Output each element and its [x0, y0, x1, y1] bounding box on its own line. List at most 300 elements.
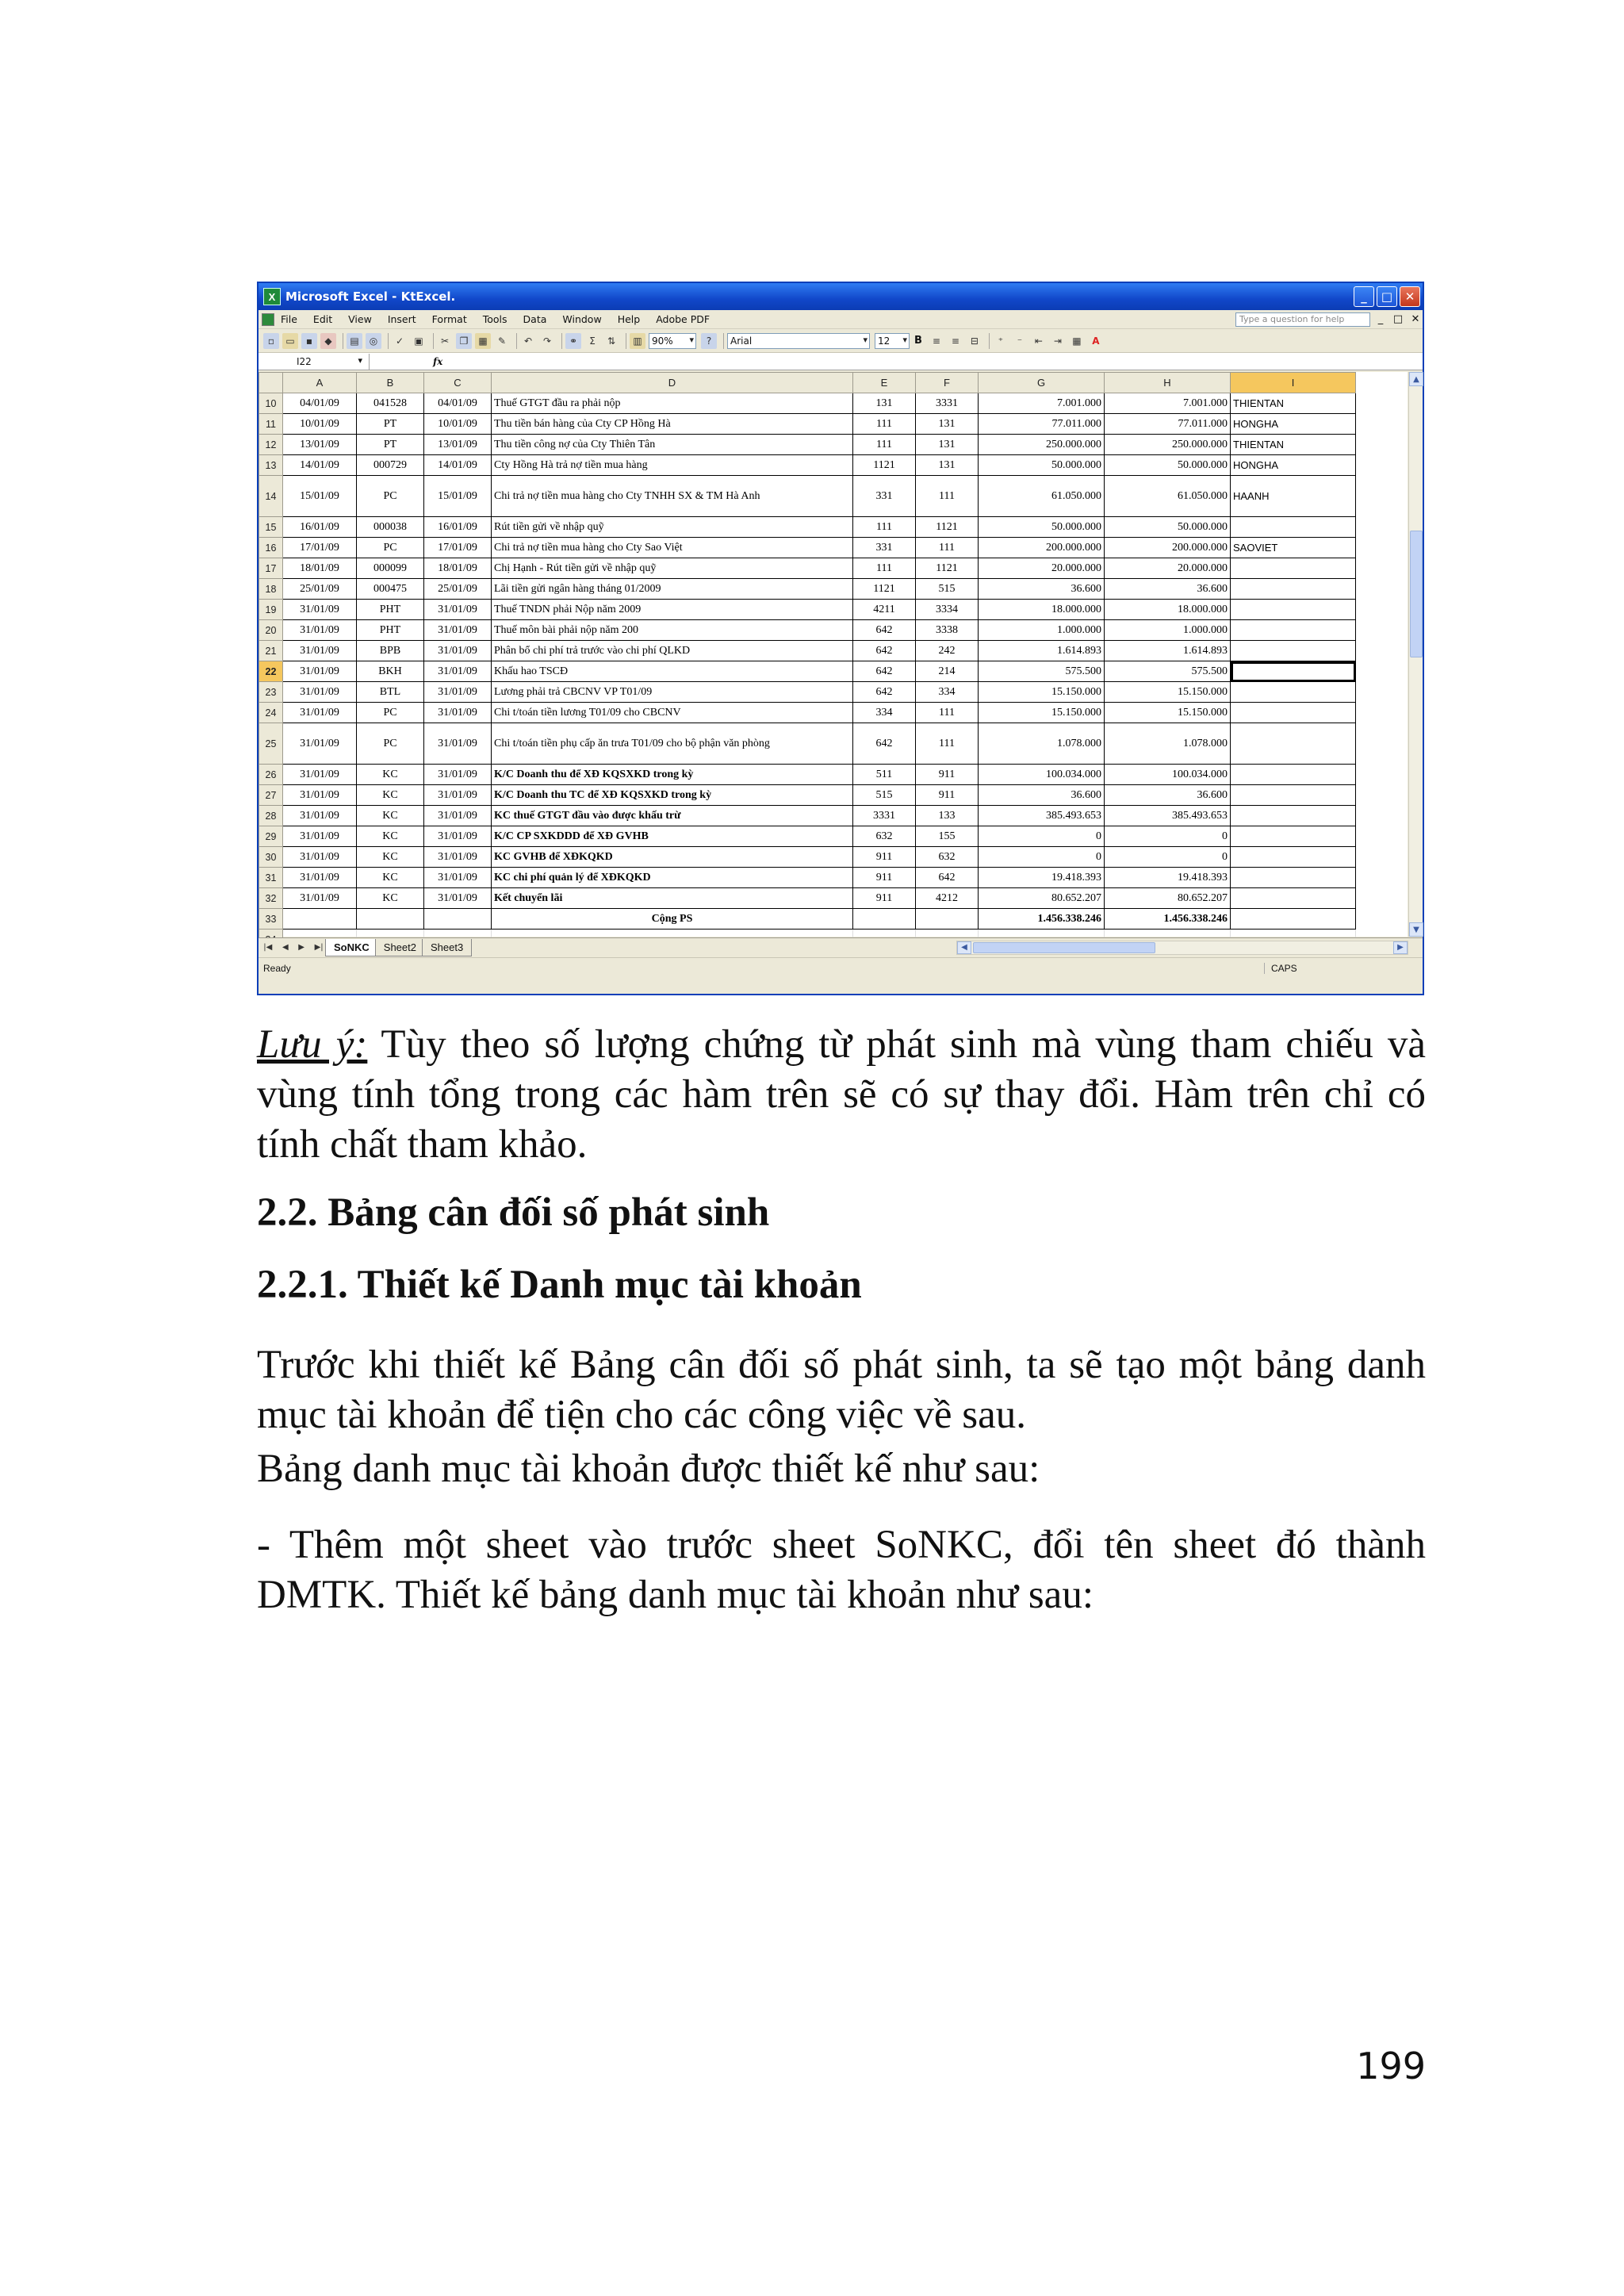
- cell-h[interactable]: 200.000.000: [1105, 538, 1231, 558]
- cell-a[interactable]: 31/01/09: [283, 826, 357, 847]
- cell[interactable]: [916, 909, 979, 930]
- bold-button[interactable]: B: [914, 335, 922, 347]
- column-header[interactable]: B: [357, 373, 424, 393]
- last-sheet-icon[interactable]: ▶|: [314, 943, 324, 952]
- menu-item-window[interactable]: Window: [562, 313, 602, 325]
- cell-b[interactable]: PHT: [357, 620, 424, 641]
- row-header[interactable]: 31: [259, 868, 283, 888]
- cell-d[interactable]: Chi t/toán tiền lương T01/09 cho CBCNV: [492, 703, 853, 723]
- row-header[interactable]: 19: [259, 600, 283, 620]
- menu-item-tools[interactable]: Tools: [482, 313, 508, 325]
- cell-d[interactable]: Kết chuyển lãi: [492, 888, 853, 909]
- cell-g[interactable]: 50.000.000: [979, 455, 1105, 476]
- row-header[interactable]: 11: [259, 414, 283, 435]
- column-header[interactable]: A: [283, 373, 357, 393]
- cell-f[interactable]: 1121: [916, 558, 979, 579]
- cell-f[interactable]: 131: [916, 414, 979, 435]
- cell-c[interactable]: 16/01/09: [424, 517, 492, 538]
- research-icon[interactable]: ▣: [414, 335, 423, 347]
- cell-e[interactable]: 911: [853, 847, 916, 868]
- cell-b[interactable]: PC: [357, 703, 424, 723]
- vertical-scroll-thumb[interactable]: [1410, 531, 1423, 657]
- cell-i[interactable]: [1231, 517, 1356, 538]
- vertical-scrollbar[interactable]: [1408, 372, 1423, 937]
- cell-i[interactable]: [1231, 641, 1356, 661]
- total-label-cell[interactable]: Cộng PS: [492, 909, 853, 930]
- cell-h[interactable]: 50.000.000: [1105, 517, 1231, 538]
- cell-c[interactable]: 13/01/09: [424, 435, 492, 455]
- menu-item-help[interactable]: Help: [617, 313, 641, 325]
- cell-f[interactable]: 334: [916, 682, 979, 703]
- cell-i[interactable]: HONGHA: [1231, 455, 1356, 476]
- tab-sheet2[interactable]: Sheet2: [375, 939, 425, 956]
- cell-g[interactable]: 61.050.000: [979, 476, 1105, 517]
- prev-sheet-icon[interactable]: ◀: [282, 943, 289, 952]
- cell-e[interactable]: 911: [853, 868, 916, 888]
- column-header[interactable]: I: [1231, 373, 1356, 393]
- cell-d[interactable]: Thu tiền bán hàng của Cty CP Hồng Hà: [492, 414, 853, 435]
- cell-i[interactable]: THIENTAN: [1231, 435, 1356, 455]
- cell-e[interactable]: 111: [853, 414, 916, 435]
- zoom-select[interactable]: 90% ▾: [649, 333, 696, 349]
- close-icon[interactable]: ✕: [1400, 286, 1420, 307]
- cell-g[interactable]: 80.652.207: [979, 888, 1105, 909]
- cell-a[interactable]: 31/01/09: [283, 661, 357, 682]
- cell-a[interactable]: 14/01/09: [283, 455, 357, 476]
- minimize-icon[interactable]: _: [1354, 286, 1374, 307]
- worksheet-grid[interactable]: [259, 372, 1408, 937]
- menu-item-file[interactable]: File: [281, 313, 297, 325]
- cell[interactable]: [1231, 909, 1356, 930]
- cell-g[interactable]: 36.600: [979, 785, 1105, 806]
- cell[interactable]: [424, 909, 492, 930]
- cell-d[interactable]: Chi t/toán tiền phụ cấp ăn trưa T01/09 cho bộ phận văn phòng: [492, 723, 853, 765]
- horizontal-scroll-thumb[interactable]: [973, 942, 1155, 953]
- cell[interactable]: [853, 909, 916, 930]
- cell-g[interactable]: 50.000.000: [979, 517, 1105, 538]
- undo-icon[interactable]: ↶: [523, 335, 533, 347]
- row-header[interactable]: 25: [259, 723, 283, 765]
- scroll-up-icon[interactable]: ▲: [1409, 372, 1423, 386]
- cell-d[interactable]: Lương phải trả CBCNV VP T01/09: [492, 682, 853, 703]
- menu-item-insert[interactable]: Insert: [387, 313, 416, 325]
- cell-f[interactable]: 133: [916, 806, 979, 826]
- open-icon[interactable]: ▭: [282, 333, 298, 349]
- row-header[interactable]: 14: [259, 476, 283, 517]
- cell-h[interactable]: 7.001.000: [1105, 393, 1231, 414]
- cell-c[interactable]: 31/01/09: [424, 641, 492, 661]
- cell-g[interactable]: 7.001.000: [979, 393, 1105, 414]
- hyperlink-icon[interactable]: ⚭: [565, 333, 581, 349]
- help-search-input[interactable]: Type a question for help: [1235, 312, 1370, 327]
- help-icon[interactable]: ?: [701, 333, 717, 349]
- cell-i[interactable]: [1231, 682, 1356, 703]
- cell-i[interactable]: [1231, 765, 1356, 785]
- decrease-decimal-icon[interactable]: ⁻: [1017, 335, 1023, 347]
- row-header[interactable]: 28: [259, 806, 283, 826]
- cell-b[interactable]: KC: [357, 826, 424, 847]
- cell-e[interactable]: 4211: [853, 600, 916, 620]
- cell-g[interactable]: 0: [979, 826, 1105, 847]
- cell-b[interactable]: 000475: [357, 579, 424, 600]
- cell-f[interactable]: 111: [916, 538, 979, 558]
- cell-g[interactable]: 1.614.893: [979, 641, 1105, 661]
- cell-a[interactable]: 31/01/09: [283, 620, 357, 641]
- cell-b[interactable]: 000099: [357, 558, 424, 579]
- sort-ascending-icon[interactable]: ⇅: [607, 335, 616, 347]
- cell-b[interactable]: PC: [357, 476, 424, 517]
- cell-h[interactable]: 0: [1105, 847, 1231, 868]
- cell-g[interactable]: 385.493.653: [979, 806, 1105, 826]
- cell-e[interactable]: 1121: [853, 579, 916, 600]
- cell-i[interactable]: HONGHA: [1231, 414, 1356, 435]
- cell-h[interactable]: 100.034.000: [1105, 765, 1231, 785]
- cell-h[interactable]: 36.600: [1105, 579, 1231, 600]
- cell-g[interactable]: 200.000.000: [979, 538, 1105, 558]
- cell-c[interactable]: 25/01/09: [424, 579, 492, 600]
- scroll-right-icon[interactable]: ▶: [1393, 941, 1408, 954]
- cell-c[interactable]: 31/01/09: [424, 785, 492, 806]
- cell-h[interactable]: 1.614.893: [1105, 641, 1231, 661]
- menu-item-edit[interactable]: Edit: [312, 313, 333, 325]
- column-header[interactable]: H: [1105, 373, 1231, 393]
- cell-b[interactable]: KC: [357, 888, 424, 909]
- cell-g[interactable]: 250.000.000: [979, 435, 1105, 455]
- cell-g[interactable]: 77.011.000: [979, 414, 1105, 435]
- cell-c[interactable]: 31/01/09: [424, 703, 492, 723]
- cell-d[interactable]: Lãi tiền gửi ngân hàng tháng 01/2009: [492, 579, 853, 600]
- doc-restore-icon[interactable]: □: [1392, 313, 1404, 325]
- print-preview-icon[interactable]: ◎: [366, 333, 381, 349]
- cell-h[interactable]: 80.652.207: [1105, 888, 1231, 909]
- cell-c[interactable]: 31/01/09: [424, 765, 492, 785]
- fx-icon[interactable]: fx: [433, 355, 443, 367]
- maximize-icon[interactable]: □: [1377, 286, 1397, 307]
- cell-h[interactable]: 1.078.000: [1105, 723, 1231, 765]
- menu-item-format[interactable]: Format: [431, 313, 467, 325]
- cell-e[interactable]: 642: [853, 723, 916, 765]
- cell-f[interactable]: 242: [916, 641, 979, 661]
- row-header[interactable]: 21: [259, 641, 283, 661]
- copy-icon[interactable]: ❐: [456, 333, 472, 349]
- name-box[interactable]: I22 ▾: [259, 354, 370, 370]
- cell-c[interactable]: 31/01/09: [424, 661, 492, 682]
- cell-d[interactable]: Chị Hạnh - Rút tiền gửi về nhập quỹ: [492, 558, 853, 579]
- scroll-left-icon[interactable]: ◀: [957, 941, 971, 954]
- cell-h[interactable]: 0: [1105, 826, 1231, 847]
- cell-b[interactable]: BKH: [357, 661, 424, 682]
- borders-icon[interactable]: ▦: [1072, 335, 1082, 347]
- cell-g[interactable]: 15.150.000: [979, 682, 1105, 703]
- cell-a[interactable]: 31/01/09: [283, 888, 357, 909]
- cell-a[interactable]: 31/01/09: [283, 682, 357, 703]
- cell-g[interactable]: 575.500: [979, 661, 1105, 682]
- row-header[interactable]: 26: [259, 765, 283, 785]
- total-debit-cell[interactable]: 1.456.338.246: [979, 909, 1105, 930]
- cell-i[interactable]: [1231, 558, 1356, 579]
- column-header[interactable]: F: [916, 373, 979, 393]
- chart-wizard-icon[interactable]: ▥: [630, 333, 645, 349]
- cell-e[interactable]: 111: [853, 558, 916, 579]
- cell-f[interactable]: 4212: [916, 888, 979, 909]
- tab-sheet3[interactable]: Sheet3: [422, 939, 472, 956]
- cell-a[interactable]: 13/01/09: [283, 435, 357, 455]
- cell-d[interactable]: Thuế GTGT đầu ra phải nộp: [492, 393, 853, 414]
- cell-h[interactable]: 1.000.000: [1105, 620, 1231, 641]
- cell-f[interactable]: 111: [916, 476, 979, 517]
- cell-f[interactable]: 911: [916, 785, 979, 806]
- cell-i[interactable]: SAOVIET: [1231, 538, 1356, 558]
- font-color-icon[interactable]: A: [1092, 335, 1100, 347]
- column-header[interactable]: C: [424, 373, 492, 393]
- row-header[interactable]: 17: [259, 558, 283, 579]
- row-header[interactable]: 13: [259, 455, 283, 476]
- cell-e[interactable]: 131: [853, 393, 916, 414]
- row-header[interactable]: 29: [259, 826, 283, 847]
- cell-e[interactable]: 3331: [853, 806, 916, 826]
- row-header[interactable]: 30: [259, 847, 283, 868]
- cell-c[interactable]: 31/01/09: [424, 826, 492, 847]
- save-icon[interactable]: ▪: [301, 333, 317, 349]
- cell-i[interactable]: [1231, 847, 1356, 868]
- cell-e[interactable]: 642: [853, 641, 916, 661]
- increase-indent-icon[interactable]: ⇥: [1053, 335, 1062, 347]
- cell[interactable]: [357, 909, 424, 930]
- cell-e[interactable]: 642: [853, 682, 916, 703]
- cell-g[interactable]: 1.078.000: [979, 723, 1105, 765]
- cell-c[interactable]: 31/01/09: [424, 888, 492, 909]
- cell-e[interactable]: 911: [853, 888, 916, 909]
- total-credit-cell[interactable]: 1.456.338.246: [1105, 909, 1231, 930]
- row-header[interactable]: 15: [259, 517, 283, 538]
- cell-d[interactable]: Chi trả nợ tiền mua hàng cho Cty TNHH SX & TM Hà Anh: [492, 476, 853, 517]
- cell-d[interactable]: Khấu hao TSCĐ: [492, 661, 853, 682]
- cell-f[interactable]: 131: [916, 435, 979, 455]
- cell-d[interactable]: KC thuế GTGT đầu vào được khấu trừ: [492, 806, 853, 826]
- cell-b[interactable]: BTL: [357, 682, 424, 703]
- align-left-icon[interactable]: ≡: [932, 335, 940, 347]
- cell-f[interactable]: 632: [916, 847, 979, 868]
- cell-d[interactable]: K/C Doanh thu TC để XĐ KQSXKD trong kỳ: [492, 785, 853, 806]
- doc-minimize-icon[interactable]: _: [1377, 313, 1384, 325]
- cell-b[interactable]: PT: [357, 435, 424, 455]
- cell-b[interactable]: KC: [357, 868, 424, 888]
- cell-i[interactable]: [1231, 826, 1356, 847]
- cell-a[interactable]: 31/01/09: [283, 806, 357, 826]
- paste-icon[interactable]: ▦: [475, 333, 491, 349]
- cell-c[interactable]: 18/01/09: [424, 558, 492, 579]
- permission-icon[interactable]: ◆: [320, 333, 336, 349]
- cell-i[interactable]: [1231, 785, 1356, 806]
- cell-i[interactable]: [1231, 806, 1356, 826]
- cell-a[interactable]: 31/01/09: [283, 785, 357, 806]
- cell-f[interactable]: 3331: [916, 393, 979, 414]
- cell-a[interactable]: 04/01/09: [283, 393, 357, 414]
- cell-e[interactable]: 111: [853, 435, 916, 455]
- cell[interactable]: [283, 909, 357, 930]
- cell-a[interactable]: 16/01/09: [283, 517, 357, 538]
- decrease-indent-icon[interactable]: ⇤: [1034, 335, 1043, 347]
- cell-h[interactable]: 61.050.000: [1105, 476, 1231, 517]
- cell-f[interactable]: 214: [916, 661, 979, 682]
- column-header[interactable]: G: [979, 373, 1105, 393]
- menu-item-view[interactable]: View: [348, 313, 372, 325]
- menu-item-adobe-pdf[interactable]: Adobe PDF: [656, 313, 710, 325]
- cut-icon[interactable]: ✂: [440, 335, 450, 347]
- cell-e[interactable]: 1121: [853, 455, 916, 476]
- cell-b[interactable]: BPB: [357, 641, 424, 661]
- cell-e[interactable]: 331: [853, 476, 916, 517]
- row-header[interactable]: 33: [259, 909, 283, 930]
- cell-c[interactable]: 14/01/09: [424, 455, 492, 476]
- row-header[interactable]: 16: [259, 538, 283, 558]
- cell-g[interactable]: 19.418.393: [979, 868, 1105, 888]
- cell-h[interactable]: 385.493.653: [1105, 806, 1231, 826]
- cell-e[interactable]: 632: [853, 826, 916, 847]
- cell-f[interactable]: 111: [916, 703, 979, 723]
- cell-b[interactable]: PT: [357, 414, 424, 435]
- row-header[interactable]: 10: [259, 393, 283, 414]
- column-header[interactable]: D: [492, 373, 853, 393]
- cell-f[interactable]: 111: [916, 723, 979, 765]
- cell-c[interactable]: 31/01/09: [424, 620, 492, 641]
- horizontal-scrollbar[interactable]: [956, 941, 1408, 955]
- cell-d[interactable]: KC chi phí quản lý để XĐKQKD: [492, 868, 853, 888]
- scroll-down-icon[interactable]: ▼: [1409, 922, 1423, 937]
- redo-icon[interactable]: ↷: [542, 335, 552, 347]
- cell-e[interactable]: 642: [853, 661, 916, 682]
- cell-h[interactable]: 20.000.000: [1105, 558, 1231, 579]
- next-sheet-icon[interactable]: ▶: [298, 943, 304, 952]
- cell-g[interactable]: 20.000.000: [979, 558, 1105, 579]
- cell-i[interactable]: [1231, 661, 1356, 682]
- cell-g[interactable]: 36.600: [979, 579, 1105, 600]
- align-center-icon[interactable]: ≡: [951, 335, 959, 347]
- cell-f[interactable]: 3338: [916, 620, 979, 641]
- cell-a[interactable]: 15/01/09: [283, 476, 357, 517]
- cell-i[interactable]: [1231, 723, 1356, 765]
- cell-a[interactable]: 31/01/09: [283, 868, 357, 888]
- cell-a[interactable]: 31/01/09: [283, 641, 357, 661]
- cell-b[interactable]: PC: [357, 723, 424, 765]
- cell-h[interactable]: 15.150.000: [1105, 703, 1231, 723]
- cell-i[interactable]: HAANH: [1231, 476, 1356, 517]
- cell-e[interactable]: 334: [853, 703, 916, 723]
- cell-b[interactable]: KC: [357, 806, 424, 826]
- cell-a[interactable]: 18/01/09: [283, 558, 357, 579]
- cell-h[interactable]: 19.418.393: [1105, 868, 1231, 888]
- cell-g[interactable]: 18.000.000: [979, 600, 1105, 620]
- print-icon[interactable]: ▤: [347, 333, 362, 349]
- cell-a[interactable]: 31/01/09: [283, 703, 357, 723]
- row-header[interactable]: 12: [259, 435, 283, 455]
- cell-d[interactable]: Cty Hồng Hà trả nợ tiền mua hàng: [492, 455, 853, 476]
- cell-i[interactable]: [1231, 620, 1356, 641]
- merge-center-icon[interactable]: ⊟: [970, 335, 979, 347]
- font-size-select[interactable]: 12 ▾: [875, 333, 910, 349]
- cell-d[interactable]: Thuế TNDN phải Nộp năm 2009: [492, 600, 853, 620]
- increase-decimal-icon[interactable]: ⁺: [998, 335, 1004, 347]
- cell-a[interactable]: 25/01/09: [283, 579, 357, 600]
- cell-b[interactable]: PC: [357, 538, 424, 558]
- row-header[interactable]: 22: [259, 661, 283, 682]
- menu-item-data[interactable]: Data: [523, 313, 547, 325]
- cell-c[interactable]: 15/01/09: [424, 476, 492, 517]
- cell-f[interactable]: 911: [916, 765, 979, 785]
- cell-i[interactable]: [1231, 579, 1356, 600]
- cell-g[interactable]: 15.150.000: [979, 703, 1105, 723]
- row-header[interactable]: 23: [259, 682, 283, 703]
- autosum-icon[interactable]: Σ: [589, 335, 596, 347]
- font-name-select[interactable]: Arial ▾: [727, 333, 870, 349]
- cell-a[interactable]: 31/01/09: [283, 600, 357, 620]
- cell-g[interactable]: 0: [979, 847, 1105, 868]
- cell-a[interactable]: 31/01/09: [283, 765, 357, 785]
- cell-c[interactable]: 31/01/09: [424, 723, 492, 765]
- cell-d[interactable]: Rút tiền gửi về nhập quỹ: [492, 517, 853, 538]
- row-header[interactable]: 32: [259, 888, 283, 909]
- cell-f[interactable]: 515: [916, 579, 979, 600]
- cell-e[interactable]: 511: [853, 765, 916, 785]
- row-header[interactable]: 18: [259, 579, 283, 600]
- cell-c[interactable]: 31/01/09: [424, 847, 492, 868]
- row-header[interactable]: 24: [259, 703, 283, 723]
- new-icon[interactable]: ▫: [263, 333, 279, 349]
- cell-h[interactable]: 18.000.000: [1105, 600, 1231, 620]
- cell-b[interactable]: KC: [357, 847, 424, 868]
- first-sheet-icon[interactable]: |◀: [263, 943, 273, 952]
- row-header[interactable]: 27: [259, 785, 283, 806]
- cell-d[interactable]: Phân bổ chi phí trả trước vào chi phí QLKD: [492, 641, 853, 661]
- cell-i[interactable]: THIENTAN: [1231, 393, 1356, 414]
- cell-d[interactable]: Chi trả nợ tiền mua hàng cho Cty Sao Việt: [492, 538, 853, 558]
- cell-c[interactable]: 31/01/09: [424, 868, 492, 888]
- cell-h[interactable]: 15.150.000: [1105, 682, 1231, 703]
- cell-b[interactable]: PHT: [357, 600, 424, 620]
- cell-h[interactable]: 50.000.000: [1105, 455, 1231, 476]
- cell-e[interactable]: 331: [853, 538, 916, 558]
- doc-close-icon[interactable]: ✕: [1411, 313, 1420, 325]
- column-header[interactable]: E: [853, 373, 916, 393]
- cell-f[interactable]: 3334: [916, 600, 979, 620]
- cell-h[interactable]: 36.600: [1105, 785, 1231, 806]
- cell-c[interactable]: 17/01/09: [424, 538, 492, 558]
- cell-b[interactable]: 000038: [357, 517, 424, 538]
- cell-g[interactable]: 100.034.000: [979, 765, 1105, 785]
- cell-f[interactable]: 131: [916, 455, 979, 476]
- cell-b[interactable]: KC: [357, 785, 424, 806]
- row-header[interactable]: 20: [259, 620, 283, 641]
- cell-d[interactable]: K/C CP SXKDDD để XĐ GVHB: [492, 826, 853, 847]
- cell-f[interactable]: 155: [916, 826, 979, 847]
- cell-f[interactable]: 1121: [916, 517, 979, 538]
- cell-h[interactable]: 575.500: [1105, 661, 1231, 682]
- cell-c[interactable]: 31/01/09: [424, 600, 492, 620]
- cell-b[interactable]: 041528: [357, 393, 424, 414]
- cell-d[interactable]: Thuế môn bài phải nộp năm 200: [492, 620, 853, 641]
- cell-c[interactable]: 31/01/09: [424, 682, 492, 703]
- cell-a[interactable]: 17/01/09: [283, 538, 357, 558]
- tab-sonkc[interactable]: SoNKC: [325, 939, 378, 956]
- cell-h[interactable]: 250.000.000: [1105, 435, 1231, 455]
- cell-e[interactable]: 111: [853, 517, 916, 538]
- cell-c[interactable]: 04/01/09: [424, 393, 492, 414]
- cell-h[interactable]: 77.011.000: [1105, 414, 1231, 435]
- cell-c[interactable]: 31/01/09: [424, 806, 492, 826]
- cell-i[interactable]: [1231, 888, 1356, 909]
- select-all-corner[interactable]: [259, 373, 283, 393]
- cell-d[interactable]: KC GVHB để XĐKQKD: [492, 847, 853, 868]
